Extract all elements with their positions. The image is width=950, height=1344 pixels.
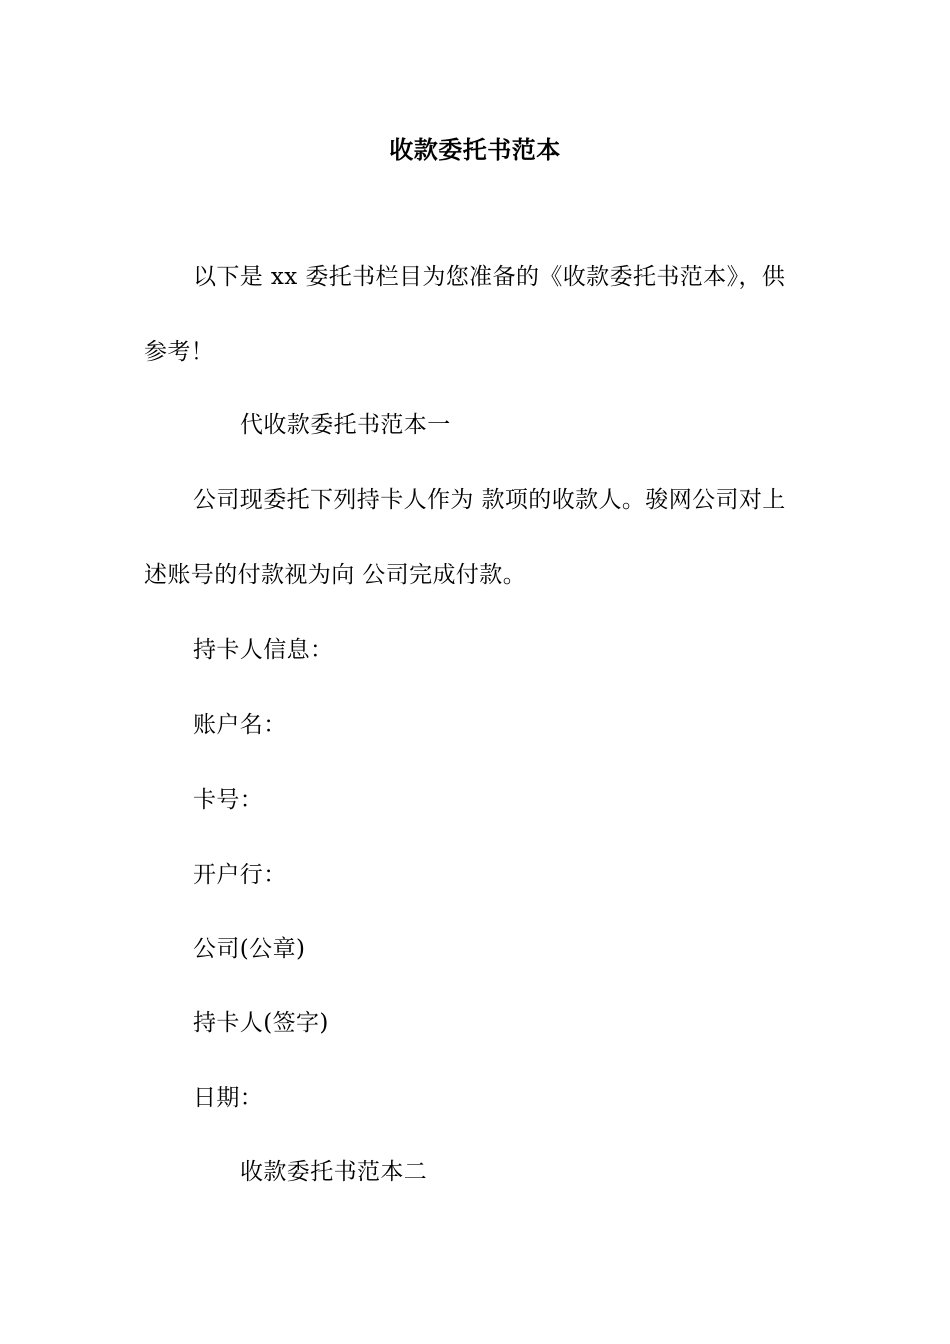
intro-line-1: 以下是 xx 委托书栏目为您准备的《收款委托书范本》，供 [193, 264, 786, 290]
section-2-heading: 收款委托书范本二 [240, 1159, 428, 1185]
cardholder-signature-label: 持卡人(签字) [193, 1010, 329, 1036]
paragraph-line-2: 述账号的付款视为向 公司完成付款。 [144, 562, 527, 588]
card-number-label: 卡号： [193, 787, 264, 813]
paragraph-line-1: 公司现委托下列持卡人作为 款项的收款人。骏网公司对上 [193, 487, 786, 513]
cardholder-info-label: 持卡人信息： [193, 637, 334, 663]
opening-bank-label: 开户行： [193, 862, 287, 888]
section-1-heading: 代收款委托书范本一 [240, 412, 451, 438]
document-title: 收款委托书范本 [389, 135, 561, 164]
account-name-label: 账户名： [193, 712, 287, 738]
intro-line-2: 参考！ [144, 339, 215, 365]
date-label: 日期： [193, 1085, 264, 1111]
company-seal-label: 公司(公章) [193, 936, 306, 962]
